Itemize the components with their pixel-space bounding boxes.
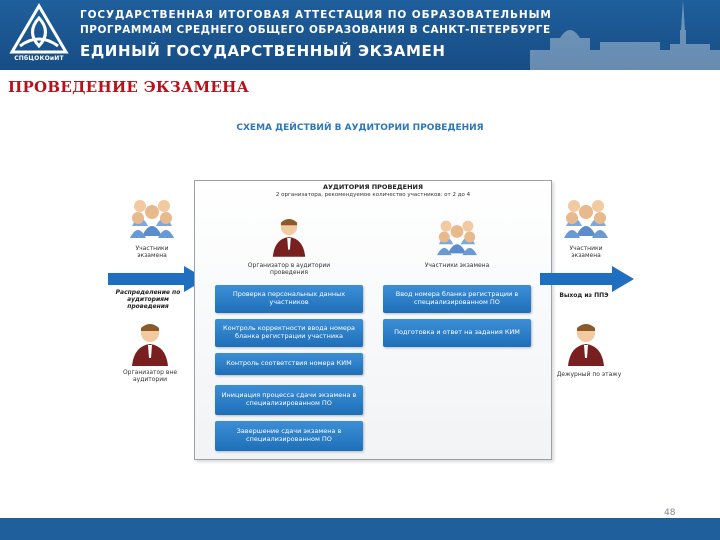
arrow-right-icon — [540, 266, 634, 292]
right-participants-caption: Участники экзамена — [569, 245, 603, 259]
action-box: Контроль соответствия номера КИМ — [215, 353, 363, 375]
action-box: Подготовка и ответ на задания КИМ — [383, 319, 531, 347]
logo-caption: СПбЦОКОиИТ — [14, 55, 64, 62]
action-box: Ввод номера бланка регистрации в специализированном ПО — [383, 285, 531, 313]
participants-group-icon — [435, 217, 479, 257]
action-box: Проверка персональных данных участников — [215, 285, 363, 313]
organizer-icon — [271, 215, 307, 259]
header-title: ЕДИНЫЙ ГОСУДАРСТВЕННЫЙ ЭКЗАМЕН — [80, 42, 446, 60]
action-box: Инициация процесса сдачи экзамена в специализированном ПО — [215, 385, 363, 415]
duty-caption: Дежурный по этажу — [556, 371, 622, 378]
action-box: Завершение сдачи экзамена в специализированном ПО — [215, 421, 363, 451]
participants-group-icon — [562, 196, 610, 240]
scheme-title: СХЕМА ДЕЙСТВИЙ В АУДИТОРИИ ПРОВЕДЕНИЯ — [236, 123, 484, 133]
header-line-2: ПРОГРАММАМ СРЕДНЕГО ОБЩЕГО ОБРАЗОВАНИЯ В САНКТ-ПЕТЕРБУРГЕ — [80, 24, 551, 36]
room-participants-caption: Участники экзамена — [424, 262, 490, 269]
exit-caption: Выход из ППЭ — [559, 292, 609, 299]
header-banner — [0, 0, 720, 70]
action-box: Контроль корректности ввода номера бланка регистрации участника — [215, 319, 363, 347]
room-subtitle: 2 организатора, рекомендуемое количество участников: от 2 до 4 — [275, 192, 471, 198]
participants-group-icon — [128, 196, 176, 240]
organizer-caption: Организатор в аудитории проведения — [247, 262, 331, 276]
city-skyline-icon — [530, 0, 720, 70]
organizer-outside-caption: Организатор вне аудитории — [122, 369, 178, 383]
duty-officer-icon — [566, 322, 606, 366]
section-title: ПРОВЕДЕНИЕ ЭКЗАМЕНА — [8, 78, 250, 96]
distribution-caption: Распределение по аудиториям проведения — [115, 289, 181, 310]
header-line-1: ГОСУДАРСТВЕННАЯ ИТОГОВАЯ АТТЕСТАЦИЯ ПО ОБРАЗОВАТЕЛЬНЫМ — [80, 9, 552, 21]
footer-bar — [0, 518, 720, 540]
page-number: 48 — [664, 508, 676, 518]
room-title: АУДИТОРИЯ ПРОВЕДЕНИЯ — [323, 183, 423, 191]
organizer-outside-icon — [130, 322, 170, 366]
exam-room-panel — [194, 180, 552, 460]
left-participants-caption: Участники экзамена — [135, 245, 169, 259]
